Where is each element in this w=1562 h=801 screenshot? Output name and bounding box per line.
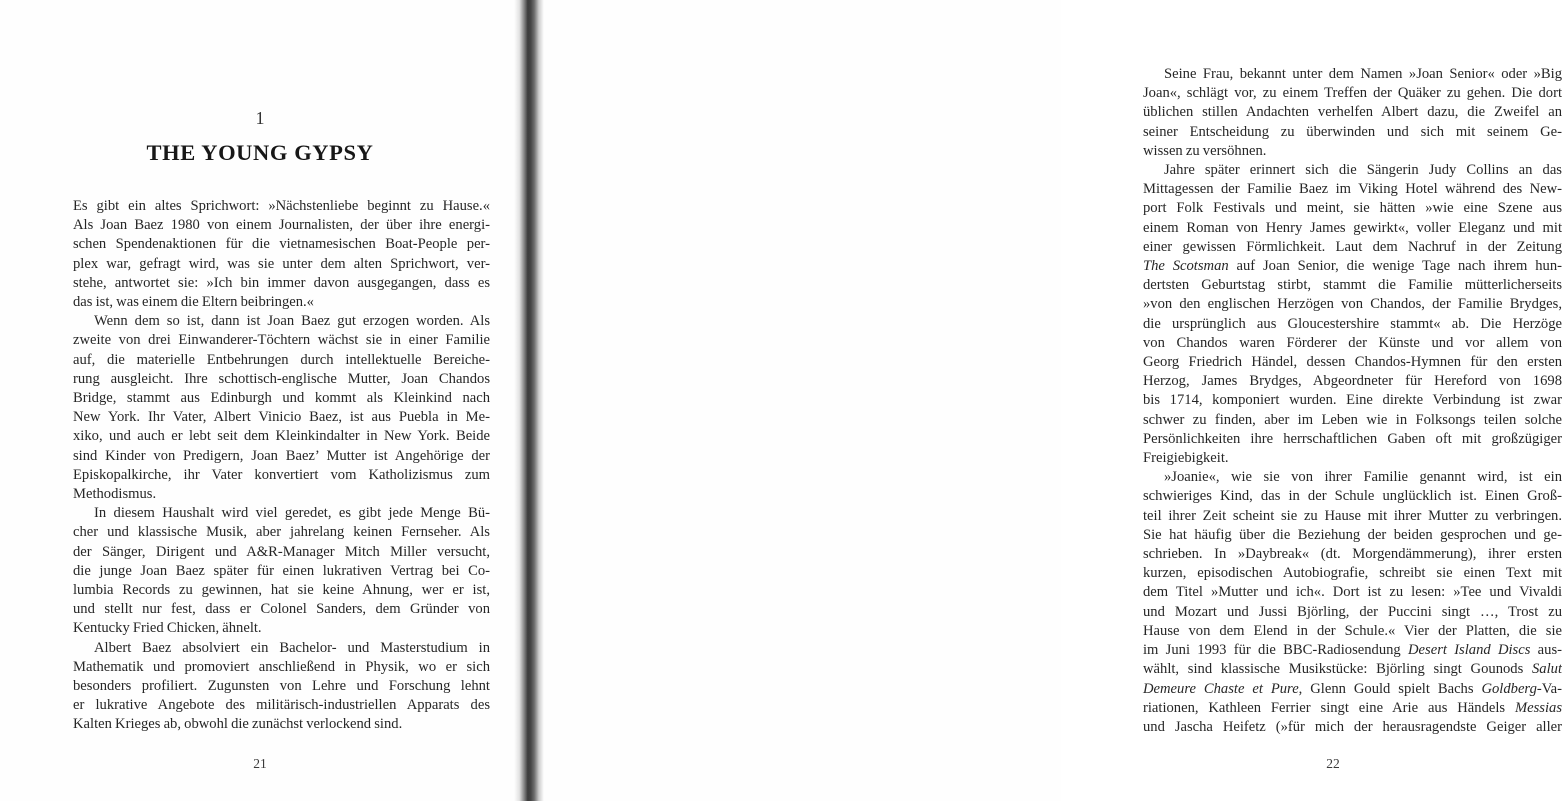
right-page-text xyxy=(1143,65,1562,737)
italic-text-segment: Goldberg xyxy=(1481,680,1537,697)
text-line: Kentucky Fried Chicken, ähnelt. xyxy=(73,620,262,637)
text-line: port Folk Festivals und meint, sie hätten »wie eine Szene aus xyxy=(1143,200,1562,217)
text-line: Albert Baez absolviert ein Bachelor- und Masterstudium in xyxy=(94,639,490,656)
right-page xyxy=(542,0,1562,801)
italic-text-segment: The Scotsman xyxy=(1143,258,1229,275)
text-line: »Joanie«, wie sie von ihrer Familie genannt wird, ist ein xyxy=(1164,469,1562,486)
text-line: schrieben. In »Daybreak« (dt. Morgendämmerung), ihrer ersten xyxy=(1143,546,1562,563)
italic-text-segment: Demeure Chaste et Pure xyxy=(1143,680,1299,697)
page-gutter-shadow xyxy=(514,0,544,801)
chapter-title: THE YOUNG GYPSY xyxy=(146,140,374,165)
text-line: Mittagessen der Familie Baez im Viking Hotel während des New- xyxy=(1143,181,1562,198)
text-line: einem Roman von Henry James gewirkt«, voller Eleganz und mit xyxy=(1143,219,1562,236)
text-line xyxy=(1143,660,1562,679)
text-line: dertsten Geburtstag stirbt, stammt die Familie mütterlicherseits xyxy=(1143,277,1562,294)
text-segment: wählt, sind klassische Musikstücke: Björling singt Gounods xyxy=(1143,661,1532,678)
text-line: rung ausgleicht. Ihre schottisch-englische Mutter, Joan Chandos xyxy=(73,370,490,387)
left-page-text xyxy=(73,197,490,735)
text-line xyxy=(1143,257,1562,276)
text-segment: aus- xyxy=(1530,642,1562,659)
text-segment: auf Joan Senior, die wenige Tage nach ihrem hun- xyxy=(1228,258,1562,275)
text-line: und stellt nur fest, dass er Colonel Sanders, dem Gründer von xyxy=(73,601,490,618)
text-line: Mathematik und promoviert anschließend in Physik, wo er sich xyxy=(73,658,490,675)
text-line: das ist, was einem die Eltern beibringen.« xyxy=(73,294,314,311)
text-line: wissen zu versöhnen. xyxy=(1143,142,1267,159)
text-line: teil ihrer Zeit scheint sie zu Hause mit ihrer Mutter zu verbringen. xyxy=(1143,507,1562,524)
text-line: auf, die materielle Entbehrungen durch intellektuelle Bereiche- xyxy=(73,351,490,368)
text-line: der Sänger, Dirigent und A&R-Manager Mitch Miller versucht, xyxy=(73,543,490,560)
text-line: kurzen, episodischen Autobiografie, schreibt sie einen Text mit xyxy=(1143,565,1562,582)
text-line: Episkopalkirche, ihr Vater konvertiert vom Katholizismus zum xyxy=(73,466,490,483)
text-line: Es gibt ein altes Sprichwort: »Nächstenliebe beginnt zu Hause.« xyxy=(73,198,490,214)
text-line: plex war, gefragt wird, was sie unter dem alten Sprichwort, ver- xyxy=(73,255,490,272)
text-line: seiner Entscheidung zu überwinden und sich mit seinem Ge- xyxy=(1143,123,1562,140)
text-line: New York. Ihr Vater, Albert Vinicio Baez, ist aus Puebla in Me- xyxy=(73,409,490,426)
text-line: Wenn dem so ist, dann ist Joan Baez gut erzogen worden. Als xyxy=(94,313,490,330)
text-line: besonders profiliert. Zugunsten von Lehre und Forschung lehnt xyxy=(73,678,490,695)
text-line: schen Spendenaktionen für die vietnamesischen Boat-People per- xyxy=(73,236,490,253)
text-line: »von den englischen Herzögen von Chandos, der Familie Brydges, xyxy=(1143,296,1562,313)
text-line: bis 1714, komponiert wurden. Eine direkte Verbindung ist zwar xyxy=(1143,392,1562,409)
text-line: üblichen stillen Andachten verhelfen Albert dazu, die Zweifel an xyxy=(1143,104,1562,121)
text-line: Herzog, James Brydges, Abgeordneter für Hereford von 1698 xyxy=(1143,373,1562,390)
text-line: Bridge, stammt aus Edinburgh und kommt als Kleinkind nach xyxy=(73,390,490,407)
text-line: Hause von dem Elend in der Schule.« Vier der Platten, die sie xyxy=(1143,622,1562,639)
right-page-number: 22 xyxy=(1326,756,1340,771)
text-segment: im Juni 1993 für die BBC-Radiosendung xyxy=(1143,642,1409,659)
text-line: xiko, und auch er lebt seit dem Kleinkindalter in New York. Beide xyxy=(73,428,490,445)
text-line: die junge Joan Baez später für einen lukrativen Vertrag bei Co- xyxy=(73,562,490,579)
text-line: und Mozart und Jussi Björling, der Puccini singt …, Trost zu xyxy=(1143,603,1562,620)
text-line: und Jascha Heifetz (»für mich der herausragendste Geiger aller xyxy=(1143,718,1562,735)
text-line: schwieriges Kind, das in der Schule unglücklich ist. Einen Groß- xyxy=(1143,488,1562,505)
text-line: zweite von drei Einwanderer-Töchtern wächst sie in einer Familie xyxy=(73,332,490,349)
text-line xyxy=(1143,699,1562,718)
text-line: lumbia Records zu gewinnen, hat sie keine Ahnung, wer er ist, xyxy=(73,582,490,599)
text-line: Kalten Krieges ab, obwohl die zunächst verlockend sind. xyxy=(73,716,403,733)
text-line: einer gewissen Förmlichkeit. Laut dem Nachruf in der Zeitung xyxy=(1143,238,1562,255)
italic-text-segment: Salut xyxy=(1532,661,1562,678)
text-line xyxy=(1143,641,1562,660)
text-line: cher und klassische Musik, aber jahrelang keinen Fernseher. Als xyxy=(73,524,490,541)
text-line: er lukrative Angebote des militärisch-industriellen Apparats des xyxy=(73,697,490,714)
italic-text-segment: Messias xyxy=(1514,699,1562,716)
chapter-number: 1 xyxy=(255,108,265,128)
text-line: In diesem Haushalt wird viel geredet, es gibt jede Menge Bü- xyxy=(94,505,490,522)
text-segment: riationen, Kathleen Ferrier singt eine Arie aus Händels xyxy=(1143,699,1515,716)
text-line: die ursprünglich aus Gloucestershire stammt« ab. Die Herzöge xyxy=(1143,315,1562,332)
italic-text-segment: Desert Island Discs xyxy=(1408,642,1531,659)
text-line: Freigiebigkeit. xyxy=(1143,450,1229,467)
text-line xyxy=(1143,680,1562,699)
text-segment: , Glenn Gould spielt Bachs xyxy=(1298,680,1482,697)
text-line: schwer zu finden, aber im Leben wie in Folksongs teilen solche xyxy=(1143,411,1562,428)
left-page-number: 21 xyxy=(253,756,267,771)
left-page xyxy=(0,0,520,801)
text-line: Seine Frau, bekannt unter dem Namen »Joan Senior« oder »Big xyxy=(1164,66,1562,82)
text-line: sind Kinder von Predigern, Joan Baez’ Mutter ist Angehörige der xyxy=(73,447,490,464)
text-line: von Chandos waren Förderer der Künste und vor allem von xyxy=(1143,334,1562,351)
text-segment: -Va- xyxy=(1536,680,1562,697)
text-line: Georg Friedrich Händel, dessen Chandos-Hymnen für den ersten xyxy=(1143,354,1562,371)
text-line: Jahre später erinnert sich die Sängerin Judy Collins an das xyxy=(1164,162,1562,179)
text-line: Joan«, schlägt vor, zu einem Treffen der Quäker zu gehen. Die dort xyxy=(1143,85,1562,102)
text-line: Als Joan Baez 1980 von einem Journalisten, der über ihre energi- xyxy=(73,217,490,234)
text-line: Sie hat häufig über die Beziehung der beiden gesprochen und ge- xyxy=(1143,526,1562,543)
text-line: Persönlichkeiten ihre herrschaftlichen Gaben oft mit großzügiger xyxy=(1143,430,1562,447)
text-line: stehe, antwortet sie: »Ich bin immer davon ausgegangen, dass es xyxy=(73,274,490,291)
text-line: Methodismus. xyxy=(73,486,157,503)
text-line: dem Titel »Mutter und ich«. Dort ist zu lesen: »Tee und Vivaldi xyxy=(1143,584,1562,601)
